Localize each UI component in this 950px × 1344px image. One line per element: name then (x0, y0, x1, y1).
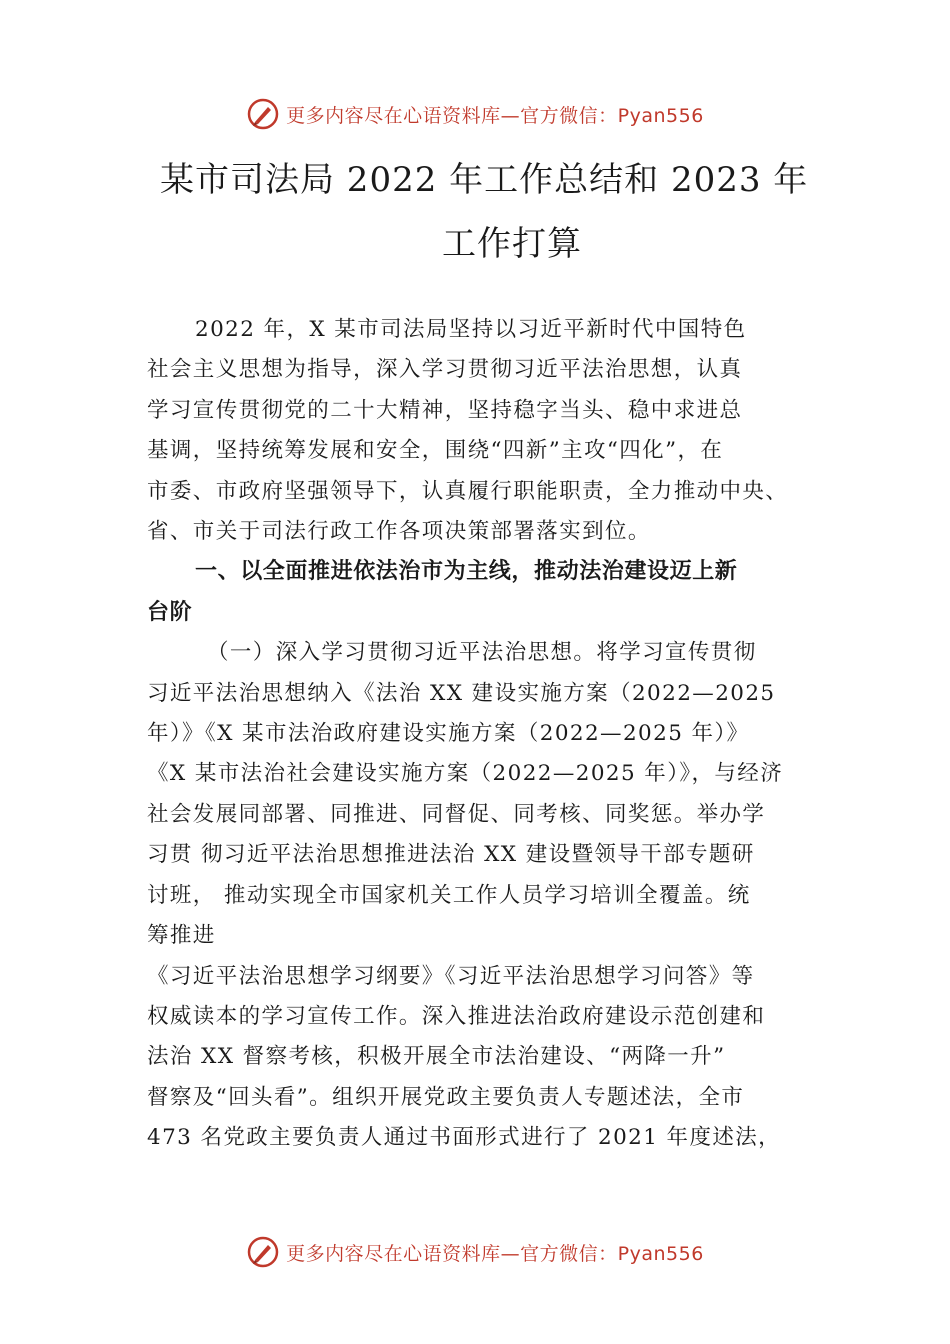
text-line: 社会发展同部署、同推进、同督促、同考核、同奖惩。举办学 (147, 801, 766, 827)
intro-paragraph (147, 310, 837, 552)
text-line: （一）深入学习贯彻习近平法治思想。将学习宣传贯彻 (207, 640, 757, 666)
watermark-banner-top (0, 94, 950, 134)
document-title-line-2: 工作打算 (442, 224, 582, 264)
pen-logo-icon (246, 1235, 280, 1269)
text-line: 法治 XX 督察考核，积极开展全市法治建设、“两降一升” (147, 1044, 726, 1070)
text-line: 学习宣传贯彻党的二十大精神，坚持稳字当头、稳中求进总 (147, 397, 743, 423)
heading-line: 台阶 (147, 599, 193, 625)
watermark-text: 更多内容尽在心语资料库—官方微信：Pyan556 (286, 104, 704, 127)
section-heading (147, 552, 837, 633)
text-line: 讨班， 推动实现全市国家机关工作人员学习培训全覆盖。统 (147, 882, 751, 908)
document-body (147, 310, 837, 1159)
watermark-banner-bottom (0, 1232, 950, 1272)
document-title-line-1: 某市司法局 2022 年工作总结和 2023 年 (160, 160, 809, 200)
watermark-text: 更多内容尽在心语资料库—官方微信：Pyan556 (286, 1242, 704, 1265)
heading-line: 一、以全面推进依法治市为主线，推动法治建设迈上新 (195, 559, 738, 585)
text-line: 督察及“回头看”。组织开展党政主要负责人专题述法，全市 (147, 1084, 745, 1110)
text-line: 省、市关于司法行政工作各项决策部署落实到位。 (147, 519, 651, 545)
text-line: 社会主义思想为指导，深入学习贯彻习近平法治思想，认真 (147, 357, 743, 383)
text-line: 习近平法治思想纳入《法治 XX 建设实施方案（2022—2025 (147, 680, 776, 706)
pen-logo-icon (246, 97, 280, 131)
text-line: 基调，坚持统筹发展和安全，围绕“四新”主攻“四化”，在 (147, 438, 724, 464)
text-line: 权威读本的学习宣传工作。深入推进法治政府建设示范创建和 (147, 1003, 766, 1029)
text-line: 筹推进 (147, 923, 216, 949)
text-line: 《习近平法治思想学习纲要》《习近平法治思想学习问答》等 (147, 963, 755, 989)
text-line: 年）》《X 某市法治政府建设实施方案（2022—2025 年）》 (147, 721, 750, 747)
text-line: 习贯 彻习近平法治思想推进法治 XX 建设暨领导干部专题研 (147, 842, 755, 868)
text-line: 473 名党政主要负责人通过书面形式进行了 2021 年度述法， (147, 1125, 782, 1151)
text-line: 2022 年，X 某市司法局坚持以习近平新时代中国特色 (195, 317, 747, 342)
subsection-paragraph (147, 633, 837, 1158)
text-line: 《X 某市法治社会建设实施方案（2022—2025 年）》，与经济 (147, 761, 784, 787)
text-line: 市委、市政府坚强领导下，认真履行职能职责，全力推动中央、 (147, 478, 789, 504)
